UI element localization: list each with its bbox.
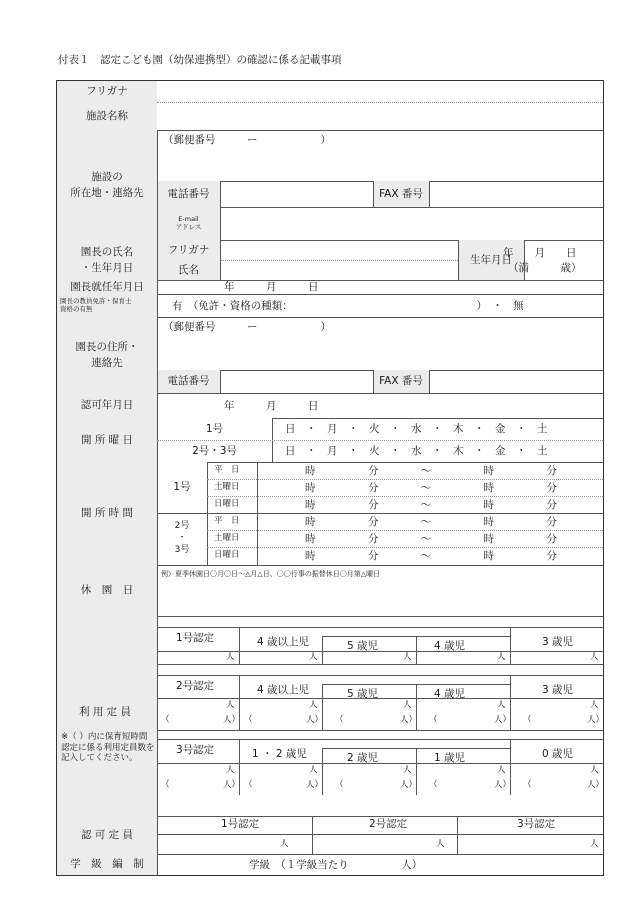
birth-date-label: 生年月日 [470, 253, 512, 266]
director-start-ymd: 年 月 日 [224, 281, 319, 293]
cap-cert1-person-4: 人 [497, 652, 506, 662]
facility-name-input[interactable] [157, 102, 603, 130]
approved-person-1: 人 [280, 839, 289, 849]
cap-cert2-paren-close-4: 人） [494, 715, 512, 725]
cap-cert3-paren-close-2: 人） [306, 780, 324, 790]
cap-cert3-paren-close-4: 人） [494, 780, 512, 790]
director-name-label: 園長の氏名 ・生年月日 [80, 245, 134, 274]
holiday-example-text: 例）夏季休園日〇月〇日～△月△日、〇〇行事の振替休日〇月第△曜日 [161, 570, 381, 578]
approved-person-3: 人 [590, 839, 599, 849]
director-fax-header [373, 370, 429, 393]
director-fax-label: FAX 番号 [379, 375, 423, 388]
class-org-value: 学級 （１学級当たり 人） [249, 859, 423, 871]
holidays-label: 休 園 日 [80, 584, 134, 597]
approved-cert1: 1号認定 [221, 818, 260, 830]
license-value-text: 有 （免許・資格の種類： ） ・ 無 [172, 300, 524, 312]
cap-cert2-paren-open-3: （ [335, 715, 344, 725]
director-license-label: 園長の教員免許・保育士 資格の有無 [60, 297, 132, 313]
cap-cert3-person-2: 人 [309, 765, 318, 775]
cap-cert1-person-1: 人 [226, 652, 235, 662]
cap-cert2-paren-close-1: 人） [223, 715, 241, 725]
cap-cert3-paren-close-5: 人） [587, 780, 605, 790]
director-furigana-header [157, 240, 220, 260]
open-days-type1-label: 1号 [205, 422, 224, 435]
cap-cert3-paren-open-5: （ [523, 780, 532, 790]
facility-fax-input[interactable] [429, 181, 603, 207]
cap-cert3-person-3: 人 [403, 765, 412, 775]
cap-cert3-person-4: 人 [497, 765, 506, 775]
director-start-label: 園長就任年月日 [70, 280, 144, 293]
hours-g1-sunday-time: 時 分 ～ 時 分 [305, 499, 557, 511]
cap-cert1-label: 1号認定 [176, 632, 215, 644]
approved-cert3: 3号認定 [517, 818, 556, 830]
director-address-input[interactable] [157, 317, 603, 370]
cap-cert2-paren-open-4: （ [429, 715, 438, 725]
furigana-header [57, 81, 157, 102]
hours-g23-sunday-time: 時 分 ～ 時 分 [305, 550, 557, 562]
holidays-header [57, 565, 157, 616]
director-name-header [57, 240, 157, 280]
hours-group23-label: 2号 ・ 3号 [174, 521, 190, 555]
class-org-header [57, 854, 157, 875]
facility-name-header [57, 102, 157, 130]
hours-g23-saturday-time: 時 分 ～ 時 分 [305, 533, 557, 545]
cap-cert3-paren-open-3: （ [335, 780, 344, 790]
hours-group23-header [157, 513, 207, 565]
approved-cert2: 2号認定 [369, 818, 408, 830]
hours-g1-saturday-time: 時 分 ～ 時 分 [305, 482, 557, 494]
phone-header [157, 181, 220, 207]
director-fax-input[interactable] [429, 370, 603, 393]
cap-cert1-age4: 4 歳児 [434, 640, 466, 652]
cap-cert3-paren-open-2: （ [244, 780, 253, 790]
email-header [157, 207, 220, 240]
approved-person-2: 人 [436, 839, 445, 849]
cap-cert1-age3: 3 歳児 [542, 636, 574, 648]
facility-address-input[interactable] [157, 130, 603, 181]
director-start-header [57, 280, 157, 294]
director-phone-label: 電話番号 [167, 375, 210, 388]
cap-cert2-person-3: 人 [403, 700, 412, 710]
birth-ymd-text: 年 月 日 [503, 247, 577, 259]
open-days-label: 開 所 曜 日 [80, 433, 133, 446]
cap-cert1-person-2: 人 [309, 652, 318, 662]
cap-cert2-age3: 3 歳児 [542, 684, 574, 696]
cap-cert2-paren-close-5: 人） [587, 715, 605, 725]
cap-cert3-paren-close-1: 人） [223, 780, 241, 790]
weekdays-row-2: 日 ・ 月 ・ 火 ・ 水 ・ 木 ・ 金 ・ 土 [285, 445, 548, 457]
cap-cert2-paren-open-2: （ [244, 715, 253, 725]
hours-g23-weekday-label: 平 日 [214, 516, 240, 526]
hours-g1-sunday-label: 日曜日 [214, 499, 240, 509]
open-hours-header [57, 462, 157, 565]
cap-cert1-age5: 5 歳児 [347, 640, 379, 652]
birth-date-header [458, 240, 524, 280]
director-phone-input[interactable] [220, 370, 373, 393]
director-address-label: 園長の住所・ 連絡先 [75, 340, 139, 369]
director-license-header [57, 294, 157, 317]
facility-address-header [57, 130, 157, 240]
director-birth-date-input[interactable] [524, 240, 603, 280]
cap-cert2-age4plus: 4 歳以上児 [257, 684, 310, 696]
facility-address-label: 施設の 所在地・連絡先 [70, 170, 144, 199]
director-name-sub-header [157, 260, 220, 280]
approval-date-header [57, 393, 157, 418]
cap-cert2-age4: 4 歳児 [434, 688, 466, 700]
facility-furigana-input[interactable] [157, 81, 603, 102]
cap-cert1-person-3: 人 [403, 652, 412, 662]
open-days-header [57, 418, 157, 462]
hours-g1-saturday-label: 土曜日 [214, 482, 240, 492]
cap-cert2-person-4: 人 [497, 700, 506, 710]
director-address-header [57, 317, 157, 393]
cap-cert1-age4plus: 4 歳以上児 [257, 636, 310, 648]
cap-cert3-paren-open-1: （ [161, 780, 170, 790]
weekdays-row-1: 日 ・ 月 ・ 火 ・ 水 ・ 木 ・ 金 ・ 土 [285, 423, 548, 435]
open-days-type1 [157, 418, 272, 440]
director-phone-header [157, 370, 220, 393]
cap-cert2-paren-close-3: 人） [400, 715, 418, 725]
cap-cert3-input[interactable] [157, 763, 603, 795]
approved-capacity-label: 認 可 定 員 [80, 828, 133, 841]
open-hours-label: 開 所 時 間 [80, 507, 133, 520]
cap-cert3-age1: 1 歳児 [434, 752, 466, 764]
cap-cert2-person-5: 人 [590, 700, 599, 710]
approval-ymd: 年 月 日 [224, 400, 319, 412]
cap-cert2-paren-open-1: （ [161, 715, 170, 725]
cap-cert3-paren-open-4: （ [429, 780, 438, 790]
cap-cert2-paren-open-5: （ [523, 715, 532, 725]
cap-cert3-person-5: 人 [590, 765, 599, 775]
cap-cert2-person-2: 人 [309, 700, 318, 710]
cap-cert3-age2: 2 歳児 [347, 752, 379, 764]
director-name-input[interactable] [220, 260, 458, 280]
director-furigana-label: フリガナ [167, 243, 210, 256]
open-days-type23-label: 2号・3号 [192, 444, 237, 457]
approved-capacity-header [57, 816, 157, 854]
hours-g23-weekday-time: 時 分 ～ 時 分 [305, 516, 557, 528]
hours-group1-header [157, 462, 207, 513]
cap-cert3-paren-close-3: 人） [400, 780, 418, 790]
facility-phone-input[interactable] [220, 181, 373, 207]
open-days-type23 [157, 440, 272, 462]
capacity-label: 利 用 定 員 [79, 706, 132, 718]
hours-g23-saturday-label: 土曜日 [214, 533, 240, 543]
cap-cert2-paren-close-2: 人） [306, 715, 324, 725]
fax-header [373, 181, 429, 207]
page-title: 付表１ 認定こども園（幼保連携型）の確認に係る記載事項 [58, 54, 342, 66]
cap-cert2-input[interactable] [157, 698, 603, 730]
fax-label: FAX 番号 [379, 187, 423, 200]
hours-g1-weekday-time: 時 分 ～ 時 分 [305, 465, 557, 477]
facility-email-input[interactable] [220, 207, 603, 240]
hours-g1-weekday-label: 平 日 [214, 465, 240, 475]
email-label: E-mail アドレス [175, 215, 202, 231]
director-postal-line: （郵便番号 ー ） [163, 321, 331, 333]
hours-group1-label: 1号 [173, 481, 191, 494]
phone-label: 電話番号 [167, 187, 210, 200]
furigana-label: フリガナ [86, 85, 128, 98]
capacity-note: ※（ ）内に保育短時間認定に係る利用定員数を記入してください。 [61, 732, 155, 764]
cap-cert3-age12: 1 ・ 2 歳児 [252, 748, 307, 760]
birth-age-text: （満 歳） [508, 262, 582, 274]
cap-cert1-person-5: 人 [590, 652, 599, 662]
hours-g23-sunday-label: 日曜日 [214, 550, 240, 560]
holidays-input[interactable] [157, 565, 603, 616]
cap-cert3-label: 3号認定 [176, 744, 215, 756]
director-furigana-input[interactable] [220, 240, 458, 260]
cap-cert2-age5: 5 歳児 [347, 688, 379, 700]
cap-cert3-person-1: 人 [226, 765, 235, 775]
cap-cert3-age0: 0 歳児 [542, 748, 574, 760]
confirmation-form-table [56, 80, 604, 876]
approved-capacity-input[interactable] [157, 834, 603, 854]
director-name-sub-label: 氏名 [178, 263, 199, 276]
facility-name-label: 施設名称 [86, 109, 128, 122]
cap-cert2-label: 2号認定 [176, 680, 215, 692]
class-org-label: 学 級 編 制 [70, 858, 144, 871]
cap-cert2-person-1: 人 [226, 700, 235, 710]
approval-date-label: 認可年月日 [80, 399, 134, 412]
postal-code-line: （郵便番号 ー ） [163, 134, 331, 146]
cap-cert1-input[interactable] [157, 651, 603, 664]
